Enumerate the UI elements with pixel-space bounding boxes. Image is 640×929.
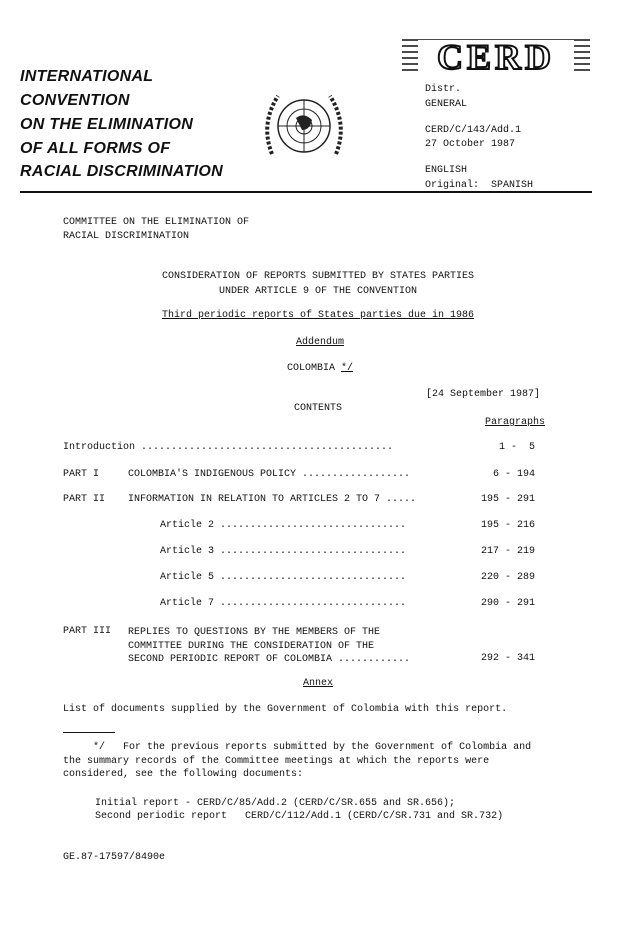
original-language: Original: SPANISH [425,180,534,191]
toc-paras: 195 - 216 [480,520,535,531]
toc-title: INFORMATION IN RELATION TO ARTICLES 2 TO 7 ..... [128,494,417,505]
job-code: GE.87-17597/8490e [63,852,166,863]
toc-paras: 6 - 194 [492,469,535,480]
toc-title: Article 7 ............................... [160,598,407,609]
convention-title-line: INTERNATIONAL [20,68,154,85]
toc-title: Article 3 ............................... [160,546,407,557]
toc-paras: 220 - 289 [480,572,535,583]
header-divider [20,191,592,193]
annex-label: Annex [302,678,333,689]
distribution-label: Distr. [425,84,462,95]
distribution-type: GENERAL [425,99,468,110]
toc-title: Introduction .......................................... [63,442,394,453]
footnote-text: */ For the previous reports submitted by the Government of Colombia and the summary records of the Committee meetings at which the reports were considered, see the following documents: [63,742,532,780]
convention-title-line: ON THE ELIMINATION [20,116,194,133]
cerd-logo [402,36,590,76]
committee-name: COMMITTEE ON THE ELIMINATION OF [63,217,250,228]
main-heading: UNDER ARTICLE 9 OF THE CONVENTION [218,286,418,297]
document-symbol: CERD/C/143/Add.1 [425,125,522,136]
toc-title: COLOMBIA'S INDIGENOUS POLICY .................. [128,469,411,480]
received-date: [24 September 1987] [425,389,540,400]
convention-title-line: CONVENTION [20,92,130,109]
footnote-second-report: Second periodic report CERD/C/112/Add.1 (CERD/C/SR.731 and SR.732) [95,811,504,822]
subheading: Third periodic reports of States parties due in 1986 [161,310,475,321]
convention-title-line: OF ALL FORMS OF [20,140,171,157]
toc-paras: 217 - 219 [480,546,535,557]
paragraphs-label: Paragraphs [484,417,545,428]
addendum-label: Addendum [295,337,344,348]
un-emblem-icon [258,84,350,172]
footnote-mark: */ [341,363,354,374]
document-date: 27 October 1987 [425,139,516,150]
toc-part: PART II [63,494,106,505]
toc-paras: 290 - 291 [480,598,535,609]
svg-text:CERD: CERD [436,37,556,76]
country-line [0,363,640,374]
footnote-initial-report: Initial report - CERD/C/85/Add.2 (CERD/C/SR.655 and SR.656); [95,798,456,809]
toc-title: Article 2 ............................... [160,520,407,531]
toc-part: PART III [63,626,112,637]
toc-part: PART I [63,469,100,480]
committee-name: RACIAL DISCRIMINATION [63,231,190,242]
toc-paras: 1 - 5 [498,442,535,453]
annex-text: List of documents supplied by the Government of Colombia with this report. [63,704,508,715]
main-heading: CONSIDERATION OF REPORTS SUBMITTED BY STATES PARTIES [161,271,475,282]
contents-label: CONTENTS [293,403,342,414]
toc-title: REPLIES TO QUESTIONS BY THE MEMBERS OF THE COMMITTEE DURING THE CONSIDERATION OF THE SECOND PERIODIC REPORT OF COLOMBIA ............ [128,627,411,665]
toc-title: Article 5 ............................... [160,572,407,583]
toc-paras: 195 - 291 [480,494,535,505]
toc-paras: 292 - 341 [480,653,535,664]
footnote-divider [63,732,115,733]
document-language: ENGLISH [425,165,468,176]
convention-title-line: RACIAL DISCRIMINATION [20,163,224,180]
country: COLOMBIA [286,363,335,374]
